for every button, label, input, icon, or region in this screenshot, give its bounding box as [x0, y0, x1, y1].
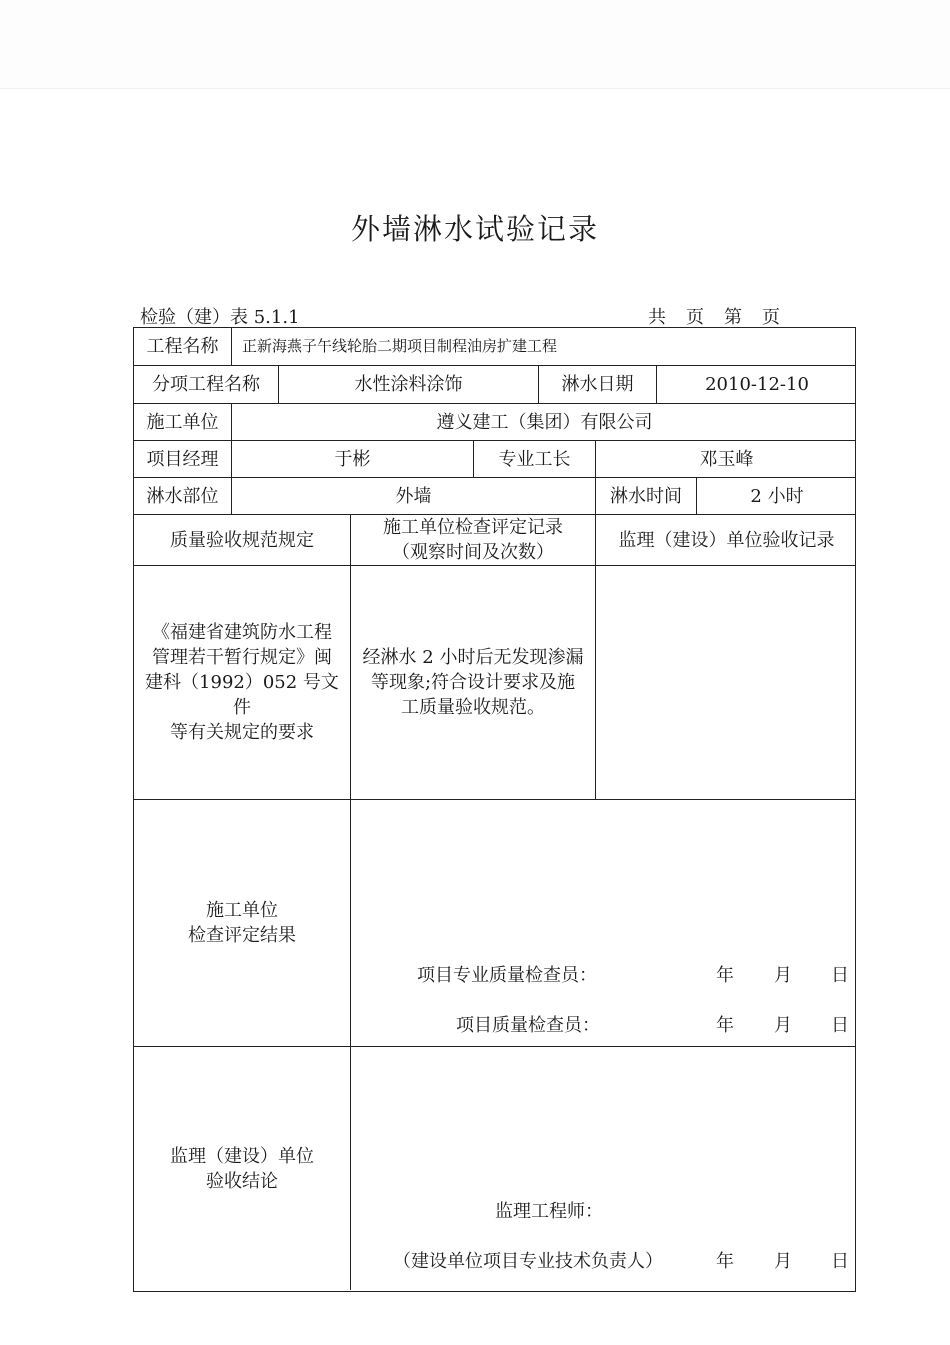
row-sub-project — [134, 366, 855, 404]
signature-date-2 — [716, 1011, 849, 1037]
project-name-value: 正新海燕子午线轮胎二期项目制程油房扩建工程 — [242, 337, 558, 355]
contractor-result-cell — [351, 800, 857, 1046]
foreman-label: 专业工长 — [474, 441, 596, 477]
row-headers — [134, 515, 855, 566]
row-contractor — [134, 404, 855, 441]
part-value: 外墙 — [232, 478, 596, 514]
record-line: 等现象;符合设计要求及施 — [370, 672, 576, 693]
year-label: 年 — [716, 965, 734, 986]
header-spec: 质量验收规范规定 — [134, 515, 351, 565]
form-code: 检验（建）表 5.1.1 — [140, 307, 300, 328]
duration-label: 淋水时间 — [596, 478, 697, 514]
year-label: 年 — [716, 1015, 734, 1036]
spec-line: 建科（1992）052 号文件 — [145, 672, 339, 718]
page-nth-label: 第 — [724, 307, 742, 328]
manager-label: 项目经理 — [134, 441, 232, 477]
page-title: 外墙淋水试验记录 — [350, 212, 599, 246]
header-supervisor-record: 监理（建设）单位验收记录 — [618, 529, 835, 551]
record-line: 工质量验收规范。 — [401, 697, 545, 718]
page-label-2: 页 — [762, 307, 780, 328]
row-part — [134, 478, 855, 515]
quality-inspector-label: 项目专业质量检查员： — [417, 965, 597, 986]
project-name-label: 工程名称 — [134, 328, 232, 365]
record-line: 经淋水 2 小时后无发现渗漏 — [362, 647, 584, 668]
month-label: 月 — [774, 1015, 792, 1036]
contractor-result-label — [134, 800, 351, 1046]
contractor-result-label-line-2: 检查评定结果 — [188, 925, 296, 946]
day-label: 日 — [831, 1251, 849, 1272]
header-contractor-record-line-1: 施工单位检查评定记录 — [383, 517, 563, 538]
header-contractor-record-line-2: （观察时间及次数） — [392, 542, 554, 563]
page-count — [648, 303, 800, 329]
supervisor-conclusion-label — [134, 1047, 351, 1290]
signature-date-3 — [716, 1247, 849, 1273]
project-inspector-label: 项目质量检查员： — [456, 1015, 600, 1036]
row-contractor-result — [134, 800, 855, 1047]
sub-project-label: 分项工程名称 — [134, 366, 279, 403]
row-project-name — [134, 328, 855, 366]
supervisor-record-cell — [596, 566, 857, 799]
page-label: 页 — [686, 307, 704, 328]
sub-project-value: 水性涂料涂饰 — [279, 366, 539, 403]
date-label: 淋水日期 — [539, 366, 657, 403]
day-label: 日 — [831, 965, 849, 986]
day-label: 日 — [831, 1015, 849, 1036]
header-contractor-record — [351, 515, 596, 565]
month-label: 月 — [774, 965, 792, 986]
record-table — [133, 327, 856, 1292]
year-label: 年 — [716, 1251, 734, 1272]
contractor-value: 遵义建工（集团）有限公司 — [436, 411, 653, 433]
supervisor-conclusion-label-line-2: 验收结论 — [206, 1170, 278, 1192]
top-band — [0, 0, 950, 89]
row-content — [134, 566, 855, 800]
contractor-result-label-line-1: 施工单位 — [206, 900, 278, 921]
duration-value: 2 小时 — [750, 485, 804, 507]
supervisor-conclusion-label-line-1: 监理（建设）单位 — [170, 1145, 314, 1167]
part-label: 淋水部位 — [134, 478, 232, 514]
row-supervisor-conclusion — [134, 1047, 855, 1290]
spec-line: 管理若干暂行规定》闽 — [152, 647, 332, 668]
manager-value: 于彬 — [232, 441, 474, 477]
owner-representative-label: （建设单位项目专业技术负责人） — [393, 1251, 663, 1272]
row-manager — [134, 441, 855, 478]
spec-text — [134, 566, 351, 799]
supervising-engineer-label: 监理工程师： — [495, 1201, 603, 1222]
month-label: 月 — [774, 1251, 792, 1272]
contractor-label: 施工单位 — [134, 404, 232, 440]
signature-date-1 — [716, 961, 849, 987]
page-total-label: 共 — [648, 307, 666, 328]
foreman-value: 邓玉峰 — [699, 448, 754, 470]
spec-line: 《福建省建筑防水工程 — [152, 622, 332, 643]
spec-line: 等有关规定的要求 — [170, 722, 314, 743]
date-value: 2010-12-10 — [705, 374, 809, 395]
record-text — [351, 566, 596, 799]
